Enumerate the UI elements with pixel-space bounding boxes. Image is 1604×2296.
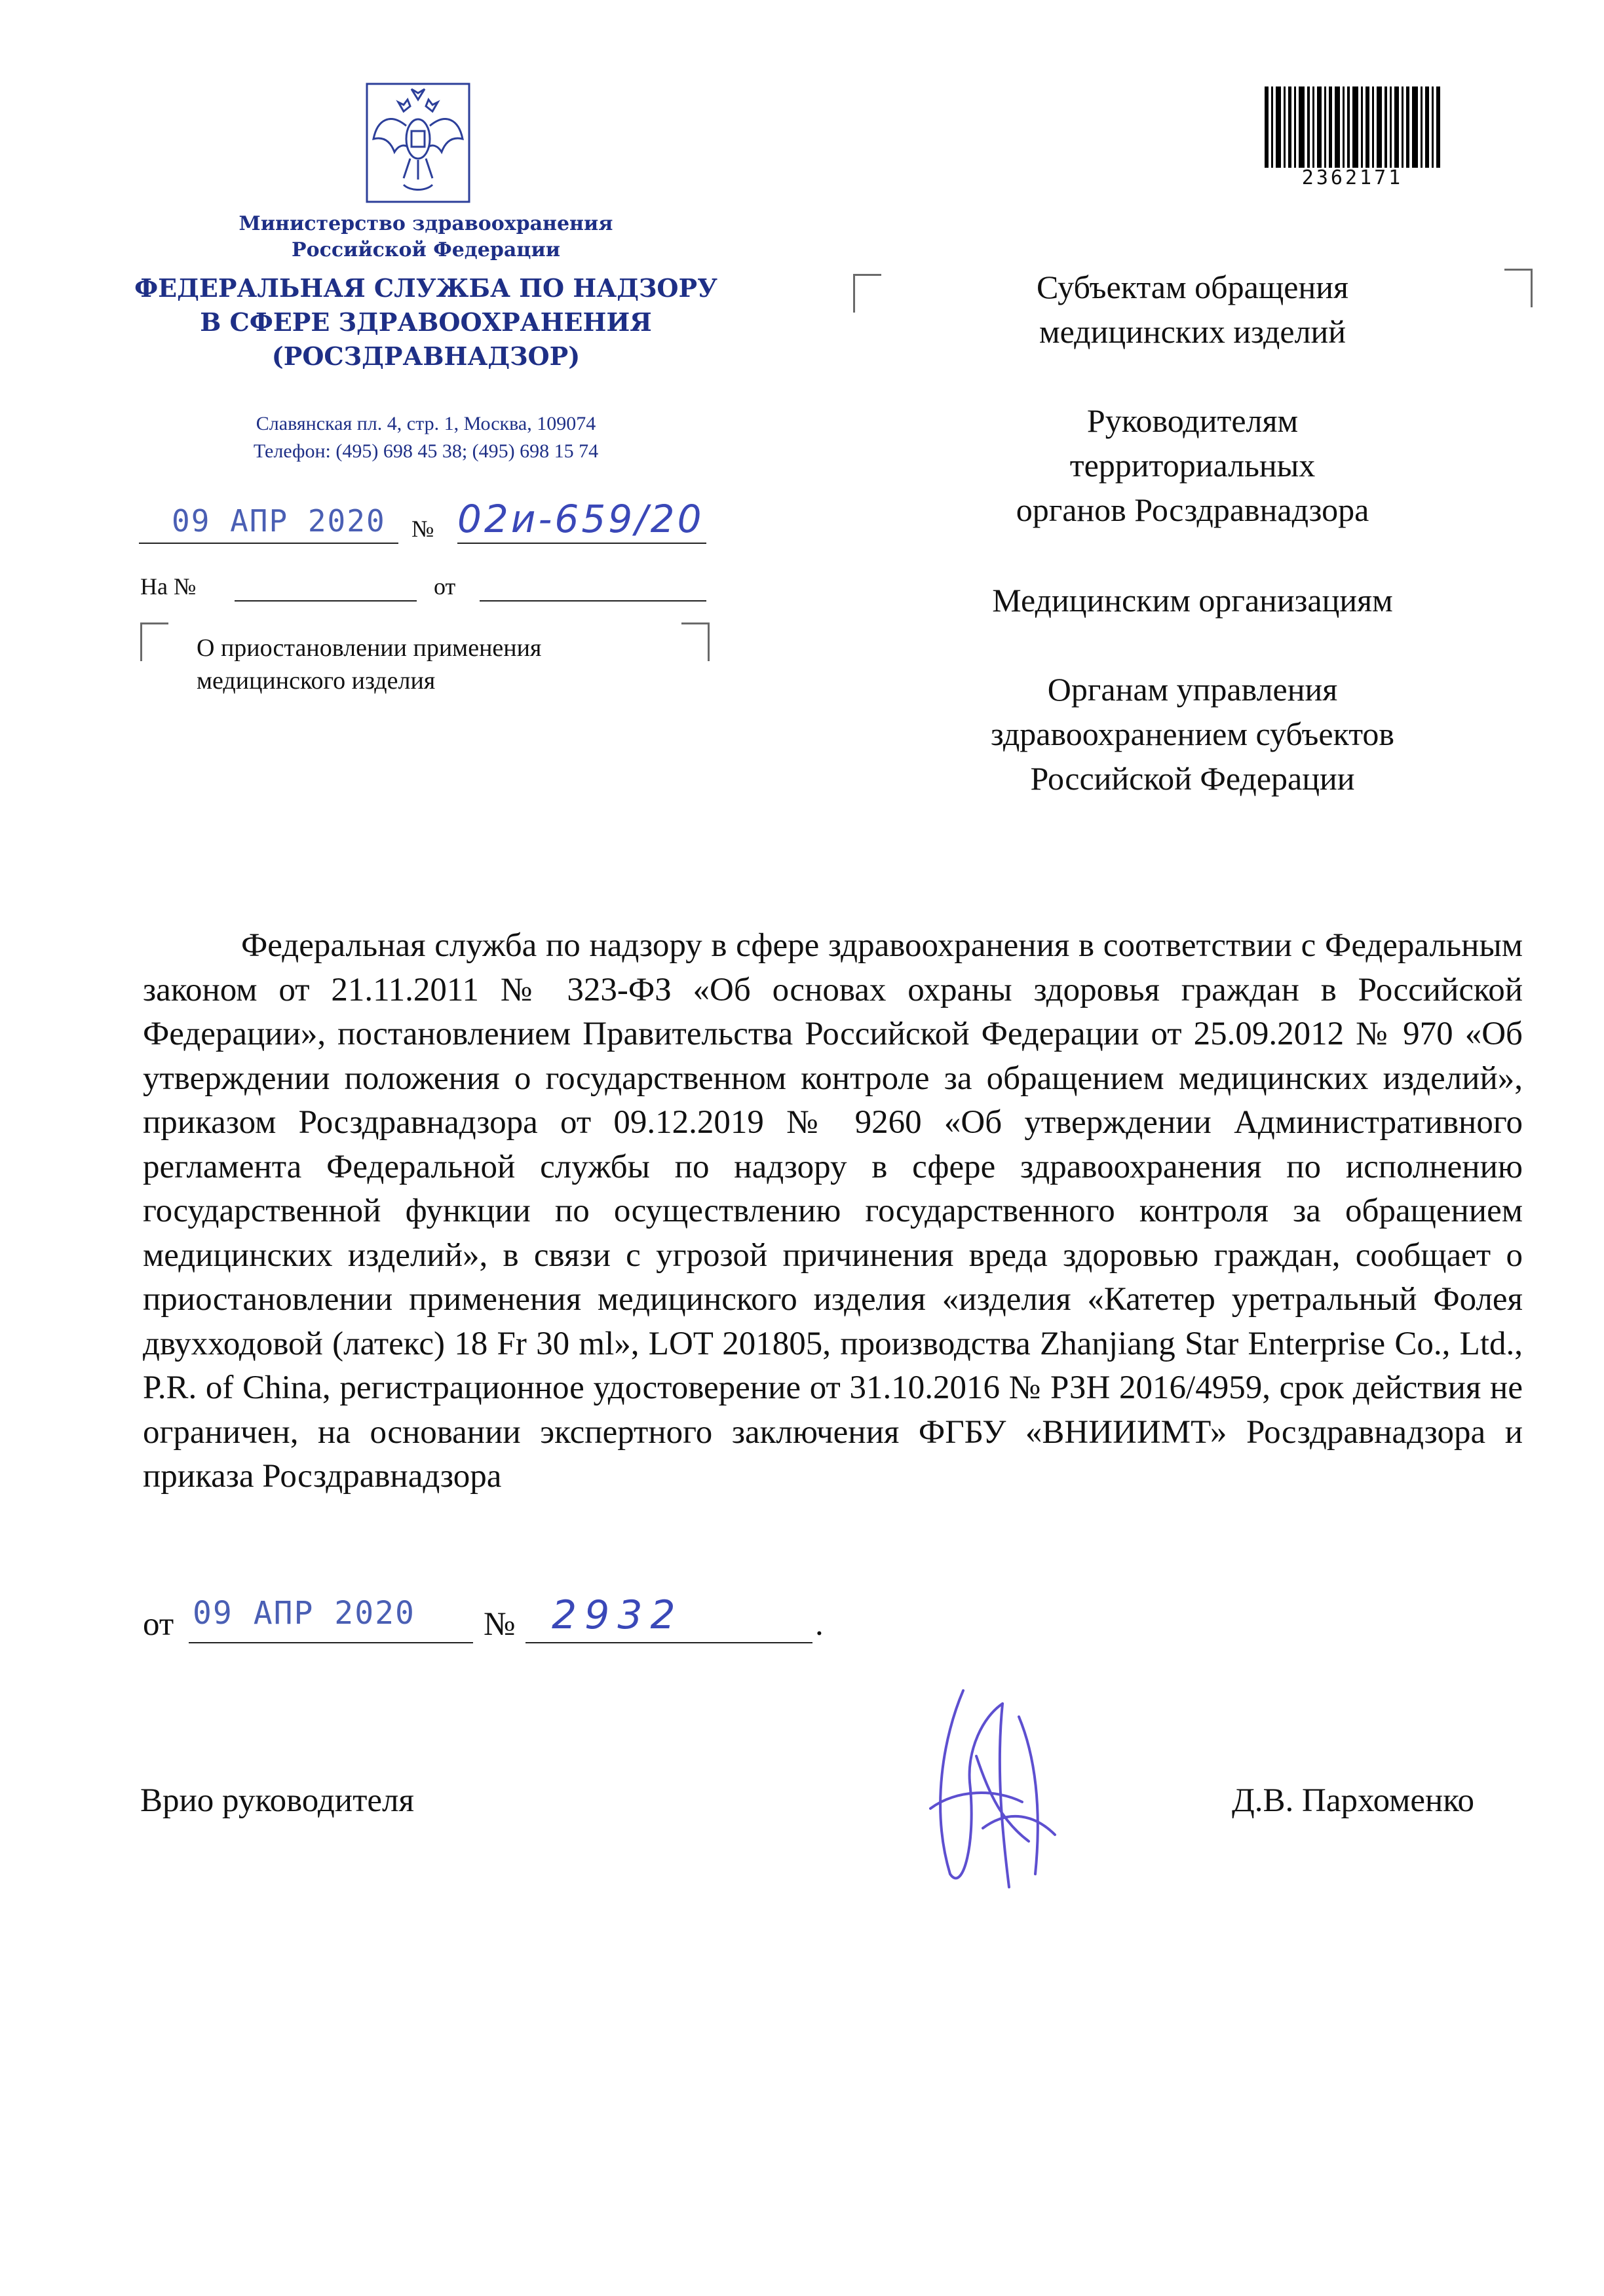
addressee-line: органов Росздравнадзора [1016,491,1369,528]
addressee-line: территориальных [1069,447,1316,484]
addressee-group-4 [865,667,1520,801]
service-name [105,271,747,373]
service-line-3: (РОСЗДРАВНАДЗОР) [271,341,581,371]
phone: Телефон: (495) 698 45 38; (495) 698 15 74 [253,440,599,462]
order-date-line [189,1596,473,1643]
order-from-label: от [143,1606,174,1643]
addressee-line: здравоохранением субъектов [990,716,1395,752]
subject-bracket-left [140,622,168,661]
reg-number-line [457,497,706,544]
ref-from-label: от [434,573,456,600]
reg-number-handwritten: 02и-659/20 [457,497,704,541]
addressee-line: Субъектам обращения [1037,269,1348,305]
coat-of-arms-icon [364,73,472,204]
reg-date-stamp: 09 АПР 2020 [172,503,386,539]
addressee-line: медицинских изделий [1039,313,1346,350]
address: Славянская пл. 4, стр. 1, Москва, 109074 [256,413,596,434]
addressee-group-3 [865,578,1520,622]
ref-date-line [480,577,706,602]
addressee-line: Российской Федерации [1030,760,1355,797]
service-line-1: ФЕДЕРАЛЬНАЯ СЛУЖБА ПО НАДЗОРУ [134,273,717,303]
order-end-dot: . [815,1606,824,1643]
contact-block [151,410,701,465]
subject-line-1: О приостановлении применения [197,634,542,662]
addressee-line: Руководителям [1086,402,1299,439]
reg-date-line [139,503,398,544]
service-line-2: В СФЕРЕ ЗДРАВООХРАНЕНИЯ [200,307,652,337]
subject-bracket-right [681,622,710,661]
subject-line-2: медицинского изделия [197,667,436,695]
signer-name: Д.В. Пархоменко [1232,1782,1474,1819]
order-number-line [525,1592,812,1643]
order-date-stamp: 09 АПР 2020 [193,1595,415,1632]
signer-position: Врио руководителя [140,1782,414,1819]
addressee-line: Органам управления [1047,671,1338,708]
body-paragraph: Федеральная служба по надзору в сфере здравоохранения в соответствии с Федеральным законом от 21.11.2011 № 323-ФЗ «Об основах охраны здоровья граждан в Российской Федерации», постановлением Правительства Российской Федерации от 25.09.2012 № 970 «Об утверждении положения о государственном контроле за обращением медицинских изделий», приказом Росздравнадзора от 09.12.2019 № 9260 «Об утверждении Административного регламента Федеральной службы по надзору в сфере здравоохранения по исполнению государственной функции по осуществлению государственного контроля за обращением медицинских изделий», в связи с угрозой причинения вреда здоровью граждан, сообщает о приостановлении применения медицинского изделия «изделия «Катетер уретральный Фолея двухходовой (латекс) 18 Fr 30 ml», LOT 201805, производства Zhanjiang Star Enterprise Co., Ltd., P.R. of China, регистрационное удостоверение от 31.10.2016 № РЗН 2016/4959, срок действия не ограничен, на основании экспертного заключения ФГБУ «ВНИИИМТ» Росздравнадзора и приказа Росздравнадзора [143,927,1523,1495]
addressee-group-2 [865,398,1520,532]
ministry-line-2: Российской Федерации [292,239,560,261]
order-number-handwritten: 2932 [552,1592,683,1638]
order-number-sign: № [484,1606,516,1643]
barcode-icon [1263,86,1442,168]
subject [197,632,541,697]
addressee-line: Медицинским организациям [992,582,1393,619]
ministry-name [151,211,701,263]
ministry-line-1: Министерство здравоохранения [239,212,613,235]
barcode-number: 2362171 [1301,166,1404,189]
signature-mark [904,1677,1075,1900]
reg-number-sign: № [411,516,434,542]
addressee-group-1 [865,265,1520,354]
ref-label: На № [140,573,197,600]
ref-number-line [235,577,417,602]
